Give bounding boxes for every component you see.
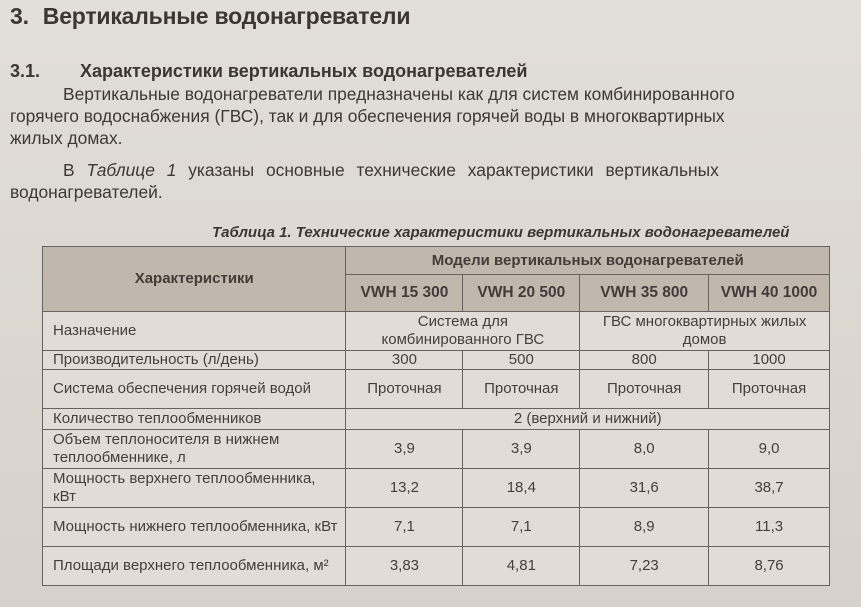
model-header: VWH 15 300 [346,275,463,312]
table-cell: 7,1 [463,508,580,547]
header-models: Модели вертикальных водонагревателей [346,247,830,275]
table-cell: 4,81 [463,547,580,586]
table-cell: 7,1 [346,508,463,547]
table-row-upper-area [43,547,830,586]
table-cell: 3,9 [346,430,463,469]
table-reference: Таблице 1 [86,160,177,180]
table-cell: 3,9 [463,430,580,469]
table-cell: Проточная [580,370,709,409]
table-row-exchanger-count [43,409,830,430]
table-row-purpose [43,312,830,351]
table-cell: 13,2 [346,469,463,508]
paragraph-1-line-1: Вертикальные водонагреватели предназначены как для систем комбинированного [63,84,735,104]
table-cell: 2 (верхний и нижний) [346,409,830,430]
row-label: Мощность нижнего теплообменника, кВт [43,508,346,547]
table-cell: 8,0 [580,430,709,469]
section-title: Вертикальные водонагреватели [42,3,411,29]
header-characteristics: Характеристики [43,247,346,312]
table-cell: ГВС многоквартирных жилых домов [580,312,830,351]
table-cell: 11,3 [709,508,830,547]
table-cell: 1000 [709,351,830,370]
row-label: Система обеспечения горячей водой [43,370,346,409]
row-label: Производительность (л/день) [43,351,346,370]
table-cell: 8,9 [580,508,709,547]
row-label: Объем теплоносителя в нижнем теплообменнике, л [43,430,346,469]
table-caption: Таблица 1. Технические характеристики вертикальных водонагревателей [212,224,790,241]
table-cell: Система для комбинированного ГВС [346,312,580,351]
table-cell: Проточная [463,370,580,409]
paragraph-1-line-3: жилых домах. [10,128,123,148]
subsection-number: 3.1. [10,61,41,81]
table-cell: 3,83 [346,547,463,586]
paragraph-2-line-2: водонагревателей. [10,182,163,202]
subsection-heading [10,61,527,82]
table-cell: Проточная [709,370,830,409]
table-cell: 800 [580,351,709,370]
table-cell: Проточная [346,370,463,409]
table-cell: 18,4 [463,469,580,508]
table-row-hot-water-system [43,370,830,409]
row-label: Назначение [43,312,346,351]
table-row-capacity [43,351,830,370]
section-number: 3. [10,3,29,29]
table-row-lower-volume [43,430,830,469]
table-row-upper-power [43,469,830,508]
model-header: VWH 20 500 [463,275,580,312]
row-label: Количество теплообменников [43,409,346,430]
row-label: Площади верхнего теплообменника, м² [43,547,346,586]
table-cell: 31,6 [580,469,709,508]
paragraph-2-prefix: В [63,160,75,180]
row-label: Мощность верхнего теплообменника, кВт [43,469,346,508]
table-cell: 9,0 [709,430,830,469]
table-cell: 38,7 [709,469,830,508]
table-row-lower-power [43,508,830,547]
paragraph-2-line-1 [63,160,719,181]
model-header: VWH 40 1000 [709,275,830,312]
subsection-title: Характеристики вертикальных водонагревателей [80,61,528,81]
table-cell: 7,23 [580,547,709,586]
paragraph-2-rest: указаны основные технические характеристики вертикальных [188,160,719,180]
paragraph-1-line-2: горячего водоснабжения (ГВС), так и для обеспечения горячей воды в многоквартирных [10,106,725,126]
table-cell: 500 [463,351,580,370]
table-cell: 300 [346,351,463,370]
table-header-row [43,247,830,275]
table-cell: 8,76 [709,547,830,586]
specs-table [42,246,830,586]
section-heading [10,3,410,30]
model-header: VWH 35 800 [580,275,709,312]
